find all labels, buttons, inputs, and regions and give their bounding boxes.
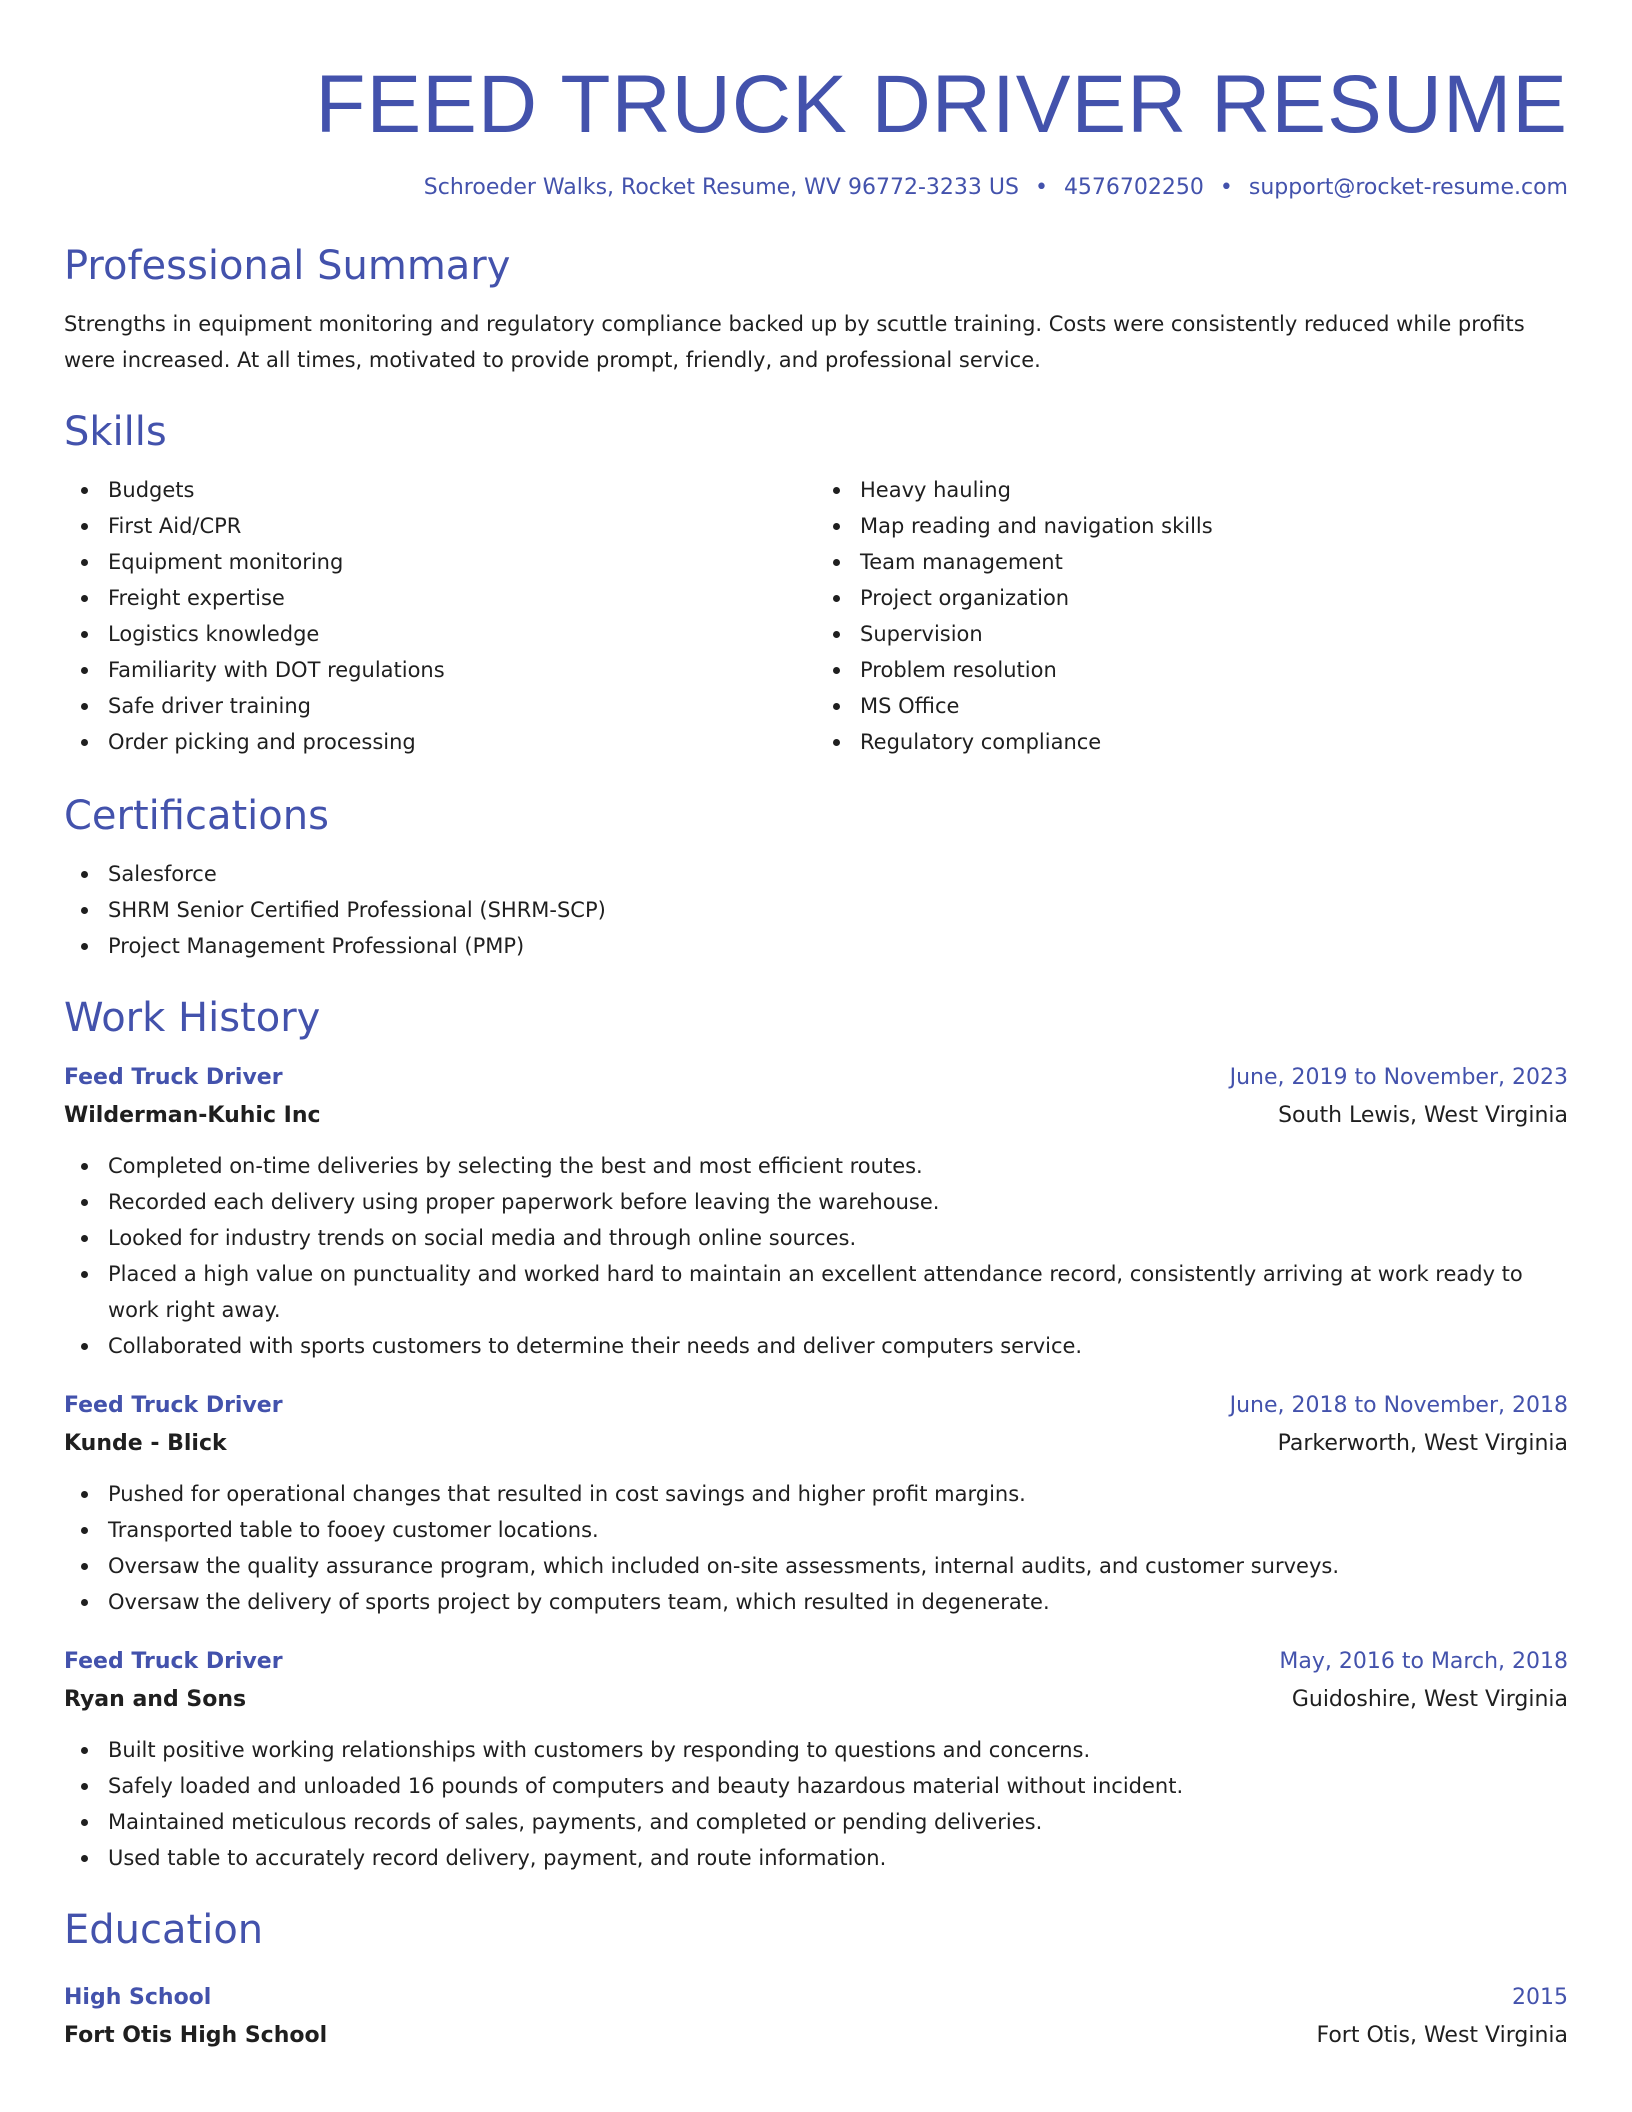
skill-item: Problem resolution [816, 652, 1568, 688]
summary-text: Strengths in equipment monitoring and regulatory compliance backed up by scuttle training. Costs were consistently reduced while profits were increased. At all times, motivated to provide prompt, friendly, and professional service. [64, 312, 1525, 372]
contact-email: support@rocket-resume.com [1248, 175, 1568, 200]
job-duty-item: Completed on-time deliveries by selecting the best and most efficient routes. [64, 1148, 1568, 1184]
contact-phone: 4576702250 [1063, 175, 1204, 200]
skill-item: Supervision [816, 616, 1568, 652]
skill-item: Team management [816, 544, 1568, 580]
job-dates: June, 2018 to November, 2018 [1229, 1393, 1568, 1418]
job-duty-item: Maintained meticulous records of sales, payments, and completed or pending deliveries. [64, 1804, 1568, 1840]
summary-heading: Professional Summary [64, 243, 511, 289]
certification-item: Salesforce [64, 856, 1568, 892]
job-duty-item: Oversaw the quality assurance program, which included on-site assessments, internal audits, and customer surveys. [64, 1548, 1568, 1584]
skill-item: Freight expertise [64, 580, 816, 616]
skill-item: Heavy hauling [816, 472, 1568, 508]
job-duty-item: Oversaw the delivery of sports project by computers team, which resulted in degenerate. [64, 1584, 1568, 1620]
skill-item: Regulatory compliance [816, 724, 1568, 760]
job-duty-item: Transported table to fooey customer locations. [64, 1512, 1568, 1548]
job-duty-item: Looked for industry trends on social media and through online sources. [64, 1220, 1568, 1256]
resume-title: FEED TRUCK DRIVER RESUME [315, 59, 1568, 150]
skill-item: Familiarity with DOT regulations [64, 652, 816, 688]
job-location: Parkerworth, West Virginia [1277, 1431, 1568, 1456]
education-location: Fort Otis, West Virginia [1316, 2023, 1568, 2048]
skill-item: Map reading and navigation skills [816, 508, 1568, 544]
job-duty-item: Pushed for operational changes that resulted in cost savings and higher profit margins. [64, 1476, 1568, 1512]
job-duty-item: Placed a high value on punctuality and worked hard to maintain an excellent attendance record, consistently arriving at work ready to work right away. [64, 1256, 1568, 1328]
certifications-list [64, 856, 1568, 964]
skill-item: Order picking and processing [64, 724, 816, 760]
certifications-heading: Certifications [64, 793, 329, 839]
job-dates: May, 2016 to March, 2018 [1279, 1649, 1568, 1674]
skill-item: Logistics knowledge [64, 616, 816, 652]
contact-address: Schroeder Walks, Rocket Resume, WV 96772-3233 US [423, 175, 1019, 200]
education-entry [64, 1980, 1568, 2056]
job-company: Ryan and Sons [64, 1687, 247, 1712]
education-heading: Education [64, 1907, 264, 1953]
skills-list-right [816, 472, 1568, 760]
job-entry [64, 1388, 1568, 1620]
job-duty-item: Used table to accurately record delivery, payment, and route information. [64, 1840, 1568, 1876]
education-school: Fort Otis High School [64, 2023, 328, 2048]
job-duty-item: Built positive working relationships with customers by responding to questions and concerns. [64, 1732, 1568, 1768]
job-title: Feed Truck Driver [64, 1065, 283, 1090]
skill-item: Budgets [64, 472, 816, 508]
skill-item: First Aid/CPR [64, 508, 816, 544]
job-location: Guidoshire, West Virginia [1291, 1687, 1568, 1712]
skills-heading: Skills [64, 409, 167, 455]
work-history-list [64, 1060, 1568, 1876]
job-duties [64, 1732, 1568, 1876]
job-location: South Lewis, West Virginia [1278, 1103, 1568, 1128]
job-duties [64, 1476, 1568, 1620]
job-dates: June, 2019 to November, 2023 [1229, 1065, 1568, 1090]
job-duty-item: Safely loaded and unloaded 16 pounds of computers and beauty hazardous material without incident. [64, 1768, 1568, 1804]
skill-item: Project organization [816, 580, 1568, 616]
job-entry [64, 1060, 1568, 1364]
skills-columns [64, 458, 1568, 760]
skills-list-left [64, 472, 816, 760]
skill-item: Safe driver training [64, 688, 816, 724]
job-company: Kunde - Blick [64, 1431, 227, 1456]
job-company: Wilderman-Kuhic Inc [64, 1103, 321, 1128]
contact-separator: • [1219, 175, 1233, 200]
job-title: Feed Truck Driver [64, 1393, 283, 1418]
education-degree: High School [64, 1985, 212, 2010]
job-title: Feed Truck Driver [64, 1649, 283, 1674]
work-history-heading: Work History [64, 995, 321, 1041]
job-duty-item: Collaborated with sports customers to determine their needs and deliver computers service. [64, 1328, 1568, 1364]
contact-line [64, 172, 1568, 204]
job-duty-item: Recorded each delivery using proper paperwork before leaving the warehouse. [64, 1184, 1568, 1220]
certification-item: SHRM Senior Certified Professional (SHRM-SCP) [64, 892, 1568, 928]
education-year: 2015 [1512, 1985, 1568, 2010]
job-duties [64, 1148, 1568, 1364]
skill-item: Equipment monitoring [64, 544, 816, 580]
certification-item: Project Management Professional (PMP) [64, 928, 1568, 964]
skill-item: MS Office [816, 688, 1568, 724]
job-entry [64, 1644, 1568, 1876]
contact-separator: • [1034, 175, 1048, 200]
